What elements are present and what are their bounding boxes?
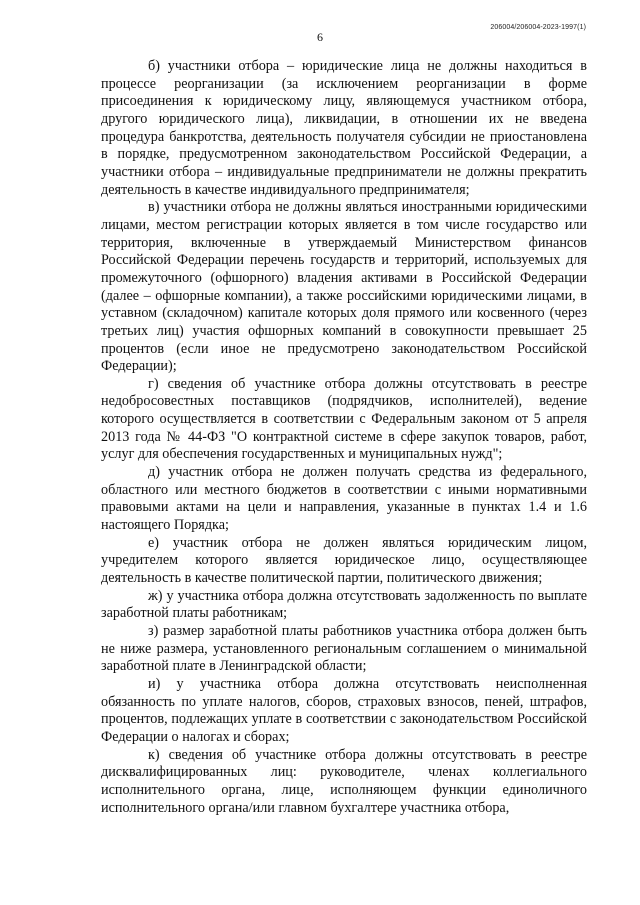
paragraph-i: и) у участника отбора должна отсутствовать неисполненная обязанность по уплате налогов, сборов, страховых взносов, пеней, штрафов, процентов, подлежащих уплате в соответствии с законодательством Российской Федерации о налогах и сборах;	[101, 675, 587, 745]
document-code: 206004/206004-2023-1997(1)	[490, 24, 586, 31]
paragraph-zh: ж) у участника отбора должна отсутствовать задолженность по выплате заработной платы работникам;	[101, 587, 587, 622]
paragraph-g: г) сведения об участнике отбора должны отсутствовать в реестре недобросовестных поставщиков (подрядчиков, исполнителей), ведение которого осуществляется в соответствии с Федеральным законом от 5 апреля 2013 года № 44-ФЗ "О контрактной системе в сфере закупок товаров, работ, услуг для обеспечения государственных и муниципальных нужд";	[101, 375, 587, 463]
paragraph-e: е) участник отбора не должен являться юридическим лицом, учредителем которого является юридическое лицо, осуществляющее деятельность в качестве политической партии, политического движения;	[101, 534, 587, 587]
paragraph-k: к) сведения об участнике отбора должны отсутствовать в реестре дисквалифицированных лиц: руководителе, членах коллегиального исполнительного органа, лице, исполняющем функции единоличного исполнительного органа/или главном бухгалтере участника отбора,	[101, 746, 587, 816]
document-body	[101, 58, 587, 817]
paragraph-z: з) размер заработной платы работников участника отбора должен быть не ниже размера, установленного региональным соглашением о минимальной заработной плате в Ленинградской области;	[101, 623, 587, 675]
paragraph-v: в) участники отбора не должны являться иностранными юридическими лицами, местом регистрации которых является в том числе государство или территория, включенные в утверждаемый Министерством финансов Российской Федерации перечень государств и территорий, используемых для промежуточного (офшорного) владения активами в Российской Федерации (далее – офшорные компании), а также российскими юридическими лицами, в уставном (складочном) капитале которых доля прямого или косвенного (через третьих лиц) участия офшорных компаний в совокупности превышает 25 процентов (если иное не предусмотрено законодательством Российской Федерации);	[101, 199, 587, 375]
paragraph-b: б) участники отбора – юридические лица не должны находиться в процессе реорганизации (за исключением реорганизации в форме присоединения к юридическому лицу, являющемуся участником отбора, другого юридического лица), ликвидации, в отношении их не введена процедура банкротства, деятельность получателя субсидии не приостановлена в порядке, предусмотренном законодательством Российской Федерации, а участники отбора – индивидуальные предприниматели не должны прекратить деятельность в качестве индивидуального предпринимателя;	[101, 58, 587, 198]
page-number: 6	[317, 30, 323, 44]
paragraph-d: д) участник отбора не должен получать средства из федерального, областного или местного бюджетов в соответствии с иными нормативными правовыми актами на цели и направления, указанные в пунктах 1.4 и 1.6 настоящего Порядка;	[101, 464, 587, 534]
